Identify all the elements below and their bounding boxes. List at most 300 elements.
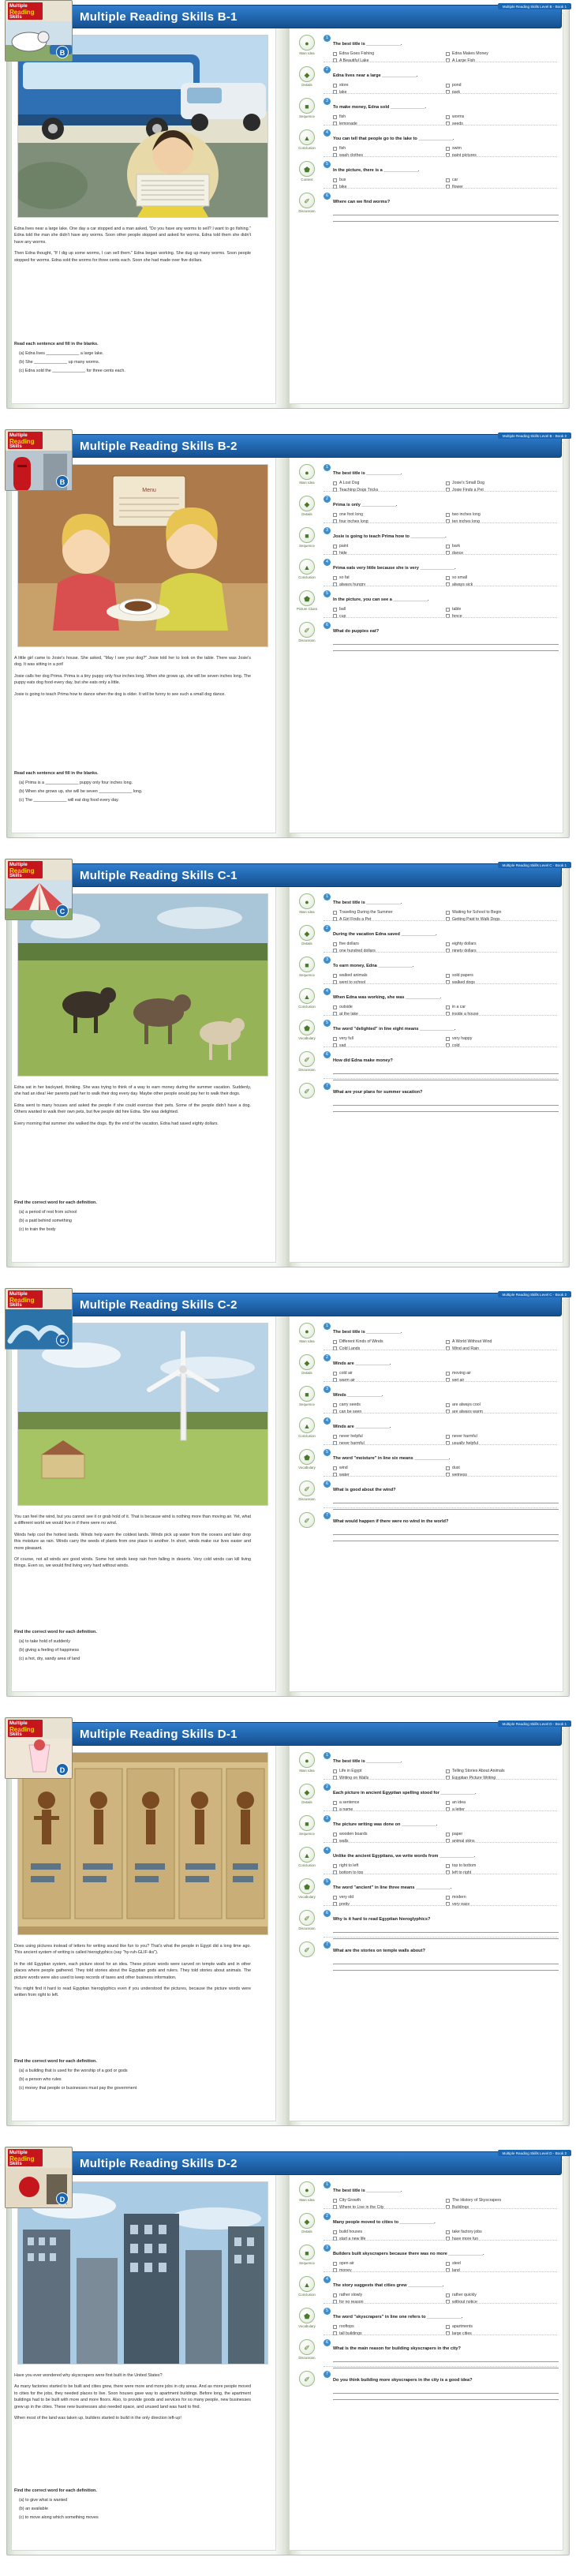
option-row[interactable]	[446, 480, 559, 487]
option-row[interactable]	[446, 2323, 559, 2331]
answer-lines[interactable]	[333, 1958, 559, 1971]
option-row[interactable]	[446, 51, 559, 58]
option-row[interactable]	[333, 1472, 446, 1479]
question-number: 3	[324, 1386, 331, 1393]
option-row[interactable]	[333, 1004, 446, 1011]
checkbox-icon[interactable]	[333, 481, 337, 485]
option-row[interactable]	[333, 1775, 446, 1782]
option-row[interactable]	[446, 2331, 559, 2338]
option-label: fish	[339, 114, 346, 119]
skill-icon: ⬟	[299, 590, 315, 606]
option-row[interactable]	[446, 2197, 559, 2204]
option-row[interactable]	[333, 1409, 446, 1416]
book-cover-thumbnail[interactable]	[5, 859, 73, 920]
fill-in-question[interactable]: (b) a paid behind something	[19, 1219, 72, 1223]
answer-line[interactable]	[333, 638, 559, 645]
checkbox-icon[interactable]	[446, 481, 450, 485]
skill-icon: ■	[299, 2245, 315, 2260]
skill-marker	[294, 193, 320, 214]
option-row[interactable]	[333, 184, 446, 191]
option-row[interactable]	[446, 1433, 559, 1440]
option-row[interactable]	[446, 114, 559, 121]
checkbox-icon[interactable]	[446, 1801, 450, 1805]
checkbox-icon[interactable]	[333, 608, 337, 612]
checkbox-icon[interactable]	[446, 1833, 450, 1837]
exercise-body	[324, 2181, 559, 2211]
option-row[interactable]	[446, 2204, 559, 2211]
option-row[interactable]	[446, 1831, 559, 1838]
option-row[interactable]	[333, 114, 446, 121]
checkbox-icon[interactable]	[446, 1037, 450, 1041]
checkbox-icon[interactable]	[446, 1005, 450, 1009]
answer-line[interactable]	[333, 215, 559, 222]
option-row[interactable]	[333, 1402, 446, 1409]
option-row[interactable]	[446, 1339, 559, 1346]
answer-line[interactable]	[333, 1535, 559, 1541]
option-label: paper	[452, 1832, 463, 1837]
option-label: Telling Stories About Animals	[452, 1769, 505, 1773]
checkbox-icon[interactable]	[333, 1466, 337, 1470]
item-divider	[324, 156, 557, 157]
answer-lines[interactable]	[333, 1529, 559, 1541]
option-row[interactable]	[333, 1433, 446, 1440]
option-label: wetness	[452, 1472, 468, 1477]
option-row[interactable]	[333, 941, 446, 948]
option-row[interactable]	[333, 1831, 446, 1838]
exercise-item	[294, 1020, 559, 1049]
option-row[interactable]	[446, 941, 559, 948]
checkbox-icon[interactable]	[333, 545, 337, 549]
checkbox-icon[interactable]	[333, 52, 337, 56]
option-row[interactable]	[446, 89, 559, 96]
option-row[interactable]	[446, 1870, 559, 1877]
option-row[interactable]	[333, 1799, 446, 1807]
story-paragraph: Of course, not all winds are good winds. Some hot winds keep rain from falling in deserts. Very cold winds can kill living things. Even so, we would find living very hard without winds.	[14, 1557, 251, 1569]
option-row[interactable]	[333, 613, 446, 620]
option-row[interactable]	[333, 909, 446, 916]
question-text: Many people moved to cities to ______________.	[333, 2220, 436, 2225]
fill-in-question[interactable]: (b) giving a feeling of happiness	[19, 1648, 80, 1653]
option-row[interactable]	[333, 972, 446, 979]
option-row[interactable]	[333, 487, 446, 494]
question-text: Why is it hard to read Egyptian hieroglyphics?	[333, 1917, 431, 1922]
skill-icon: ✐	[299, 2339, 315, 2355]
fill-in-question[interactable]: (c) to move along which something moves	[19, 2515, 99, 2520]
option-row[interactable]	[333, 979, 446, 987]
option-row[interactable]	[446, 58, 559, 65]
option-row[interactable]	[333, 480, 446, 487]
option-row[interactable]	[333, 948, 446, 955]
option-label: Buildings	[452, 2204, 469, 2210]
option-row[interactable]	[446, 1377, 559, 1384]
item-divider	[324, 952, 557, 953]
exercise-body	[324, 464, 559, 493]
checkbox-icon[interactable]	[333, 2325, 337, 2329]
option-row[interactable]	[333, 550, 446, 557]
question-heading: Find the correct word for each definition.	[14, 2488, 97, 2493]
fill-in-question[interactable]: (c) Edna sold the ______________ for three cents each.	[19, 369, 125, 373]
question-text: When Edna was working, she was ______________.	[333, 995, 442, 1000]
question-number: 2	[324, 925, 331, 932]
answer-line[interactable]	[333, 1068, 559, 1074]
option-row[interactable]	[446, 575, 559, 582]
option-row[interactable]	[446, 1035, 559, 1043]
checkbox-icon[interactable]	[333, 1801, 337, 1805]
book-cover-thumbnail[interactable]	[5, 1288, 73, 1350]
checkbox-icon[interactable]	[446, 2199, 450, 2203]
answer-line[interactable]	[333, 2394, 559, 2400]
option-row[interactable]	[446, 543, 559, 550]
question-number: 2	[324, 2213, 331, 2220]
skill-icon: ✐	[299, 193, 315, 208]
book-cover-thumbnail[interactable]	[5, 429, 73, 491]
option-label: can be seen	[339, 1409, 362, 1414]
option-row[interactable]	[333, 1035, 446, 1043]
option-row[interactable]	[446, 1472, 559, 1479]
option-row[interactable]	[333, 543, 446, 550]
answer-line[interactable]	[333, 209, 559, 215]
option-row[interactable]	[446, 1011, 559, 1018]
checkbox-icon[interactable]	[446, 545, 450, 549]
option-label: inside a house	[452, 1011, 479, 1017]
answer-line[interactable]	[333, 1099, 559, 1106]
cover-level-badge: C	[56, 904, 69, 917]
option-row[interactable]	[446, 1768, 559, 1775]
checkbox-icon[interactable]	[333, 911, 337, 915]
exercise-item	[294, 66, 559, 95]
option-row[interactable]	[446, 1043, 559, 1050]
checkbox-icon[interactable]	[333, 974, 337, 978]
option-row[interactable]	[446, 184, 559, 191]
option-row[interactable]	[333, 2299, 446, 2306]
answer-line[interactable]	[333, 2362, 559, 2368]
answer-line[interactable]	[333, 1529, 559, 1535]
checkbox-icon[interactable]	[333, 1372, 337, 1376]
option-row[interactable]	[446, 1775, 559, 1782]
exercise-item	[294, 1449, 559, 1478]
option-row[interactable]	[446, 979, 559, 987]
checkbox-icon[interactable]	[446, 2325, 450, 2329]
skill-label: Main Idea	[299, 910, 315, 914]
checkbox-icon[interactable]	[446, 178, 450, 182]
option-row[interactable]	[333, 2236, 446, 2243]
checkbox-icon[interactable]	[446, 1864, 450, 1868]
answer-line[interactable]	[333, 2387, 559, 2394]
series-logo-top: Multiple	[9, 1292, 28, 1297]
option-row[interactable]	[333, 82, 446, 89]
option-row[interactable]	[446, 550, 559, 557]
option-row[interactable]	[446, 1807, 559, 1814]
skill-marker	[294, 1784, 320, 1805]
option-row[interactable]	[333, 121, 446, 128]
checkbox-icon[interactable]	[446, 2230, 450, 2234]
answer-line[interactable]	[333, 1503, 559, 1510]
option-label: car	[452, 178, 458, 182]
answer-lines[interactable]	[333, 2387, 559, 2400]
option-row[interactable]	[446, 1894, 559, 1901]
option-row[interactable]	[446, 487, 559, 494]
question-text: To earn money, Edna ______________.	[333, 964, 414, 968]
checkbox-icon[interactable]	[333, 2293, 337, 2297]
checkbox-icon[interactable]	[446, 1403, 450, 1407]
option-row[interactable]	[333, 2292, 446, 2299]
answer-line[interactable]	[333, 2356, 559, 2362]
checkbox-icon[interactable]	[446, 2293, 450, 2297]
checkbox-icon[interactable]	[446, 1340, 450, 1344]
question-number: 4	[324, 1417, 331, 1425]
option-row[interactable]	[446, 519, 559, 526]
checkbox-icon[interactable]	[333, 1896, 337, 1900]
option-row[interactable]	[446, 2292, 559, 2299]
option-row[interactable]	[446, 909, 559, 916]
item-divider	[324, 2303, 557, 2304]
option-row[interactable]	[446, 2229, 559, 2236]
option-row[interactable]	[446, 1370, 559, 1377]
checkbox-icon[interactable]	[333, 2230, 337, 2234]
answer-line[interactable]	[333, 1497, 559, 1503]
checkbox-icon[interactable]	[446, 911, 450, 915]
option-row[interactable]	[333, 2260, 446, 2267]
option-row[interactable]	[333, 511, 446, 519]
fill-in-question[interactable]: (a) Prima is a ______________ puppy only four inches long.	[19, 781, 133, 785]
option-row[interactable]	[446, 1346, 559, 1353]
option-row[interactable]	[333, 152, 446, 159]
option-row[interactable]	[333, 177, 446, 184]
option-row[interactable]	[446, 582, 559, 589]
option-row[interactable]	[333, 1894, 446, 1901]
answer-lines[interactable]	[333, 1099, 559, 1112]
checkbox-icon[interactable]	[333, 2262, 337, 2266]
option-row[interactable]	[333, 1901, 446, 1908]
checkbox-icon[interactable]	[446, 1372, 450, 1376]
checkbox-icon[interactable]	[333, 84, 337, 88]
option-row[interactable]	[446, 1465, 559, 1472]
option-row[interactable]	[446, 121, 559, 128]
option-row[interactable]	[333, 58, 446, 65]
option-row[interactable]	[446, 1838, 559, 1845]
exercise-item	[294, 2276, 559, 2305]
checkbox-icon[interactable]	[446, 1769, 450, 1773]
checkbox-icon[interactable]	[333, 513, 337, 517]
checkbox-icon[interactable]	[333, 1403, 337, 1407]
question-number: 1	[324, 35, 331, 42]
fill-in-question[interactable]: (c) money that people or businesses must pay the government	[19, 2086, 137, 2091]
checkbox-icon[interactable]	[446, 2262, 450, 2266]
option-label: a letter	[452, 1807, 465, 1812]
option-row[interactable]	[446, 145, 559, 152]
option-row[interactable]	[333, 1465, 446, 1472]
fill-in-question[interactable]: (b) an available	[19, 2507, 48, 2511]
checkbox-icon[interactable]	[446, 1466, 450, 1470]
page-title: Multiple Reading Skills B-2	[60, 434, 562, 458]
checkbox-icon[interactable]	[446, 147, 450, 151]
option-row[interactable]	[446, 916, 559, 923]
skill-label: Details	[301, 2230, 312, 2233]
checkbox-icon[interactable]	[333, 115, 337, 119]
option-row[interactable]	[333, 1870, 446, 1877]
option-row[interactable]	[446, 1440, 559, 1447]
checkbox-icon[interactable]	[446, 576, 450, 580]
checkbox-icon[interactable]	[446, 974, 450, 978]
option-row[interactable]	[446, 177, 559, 184]
option-row[interactable]	[446, 613, 559, 620]
checkbox-icon[interactable]	[446, 1435, 450, 1439]
checkbox-icon[interactable]	[333, 147, 337, 151]
checkbox-icon[interactable]	[333, 1833, 337, 1837]
checkbox-icon[interactable]	[446, 1896, 450, 1900]
option-row[interactable]	[333, 1370, 446, 1377]
option-row[interactable]	[446, 2260, 559, 2267]
option-label: warm air	[339, 1377, 355, 1383]
answer-line[interactable]	[333, 1074, 559, 1080]
answer-lines[interactable]	[333, 638, 559, 651]
checkbox-icon[interactable]	[333, 1340, 337, 1344]
exercise-body	[324, 193, 559, 222]
answer-line[interactable]	[333, 1926, 559, 1933]
checkbox-icon[interactable]	[446, 608, 450, 612]
answer-lines[interactable]	[333, 209, 559, 222]
option-row[interactable]	[446, 2299, 559, 2306]
fill-in-question[interactable]: (b) She ______________ up many worms.	[19, 360, 100, 365]
story-illustration	[17, 893, 268, 1076]
checkbox-icon[interactable]	[333, 1435, 337, 1439]
skill-marker	[294, 1941, 320, 1958]
option-row[interactable]	[446, 1402, 559, 1409]
option-row[interactable]	[333, 519, 446, 526]
skill-label: Vocabulary	[298, 1895, 316, 1899]
answer-line[interactable]	[333, 1958, 559, 1964]
fill-in-question[interactable]: (a) Edna lives ______________ a large lake.	[19, 351, 104, 356]
skill-marker	[294, 1386, 320, 1407]
option-row[interactable]	[333, 2331, 446, 2338]
option-row[interactable]	[446, 2236, 559, 2243]
fill-in-question[interactable]: (c) The ______________ will eat dog food every day.	[19, 798, 119, 803]
fill-in-question[interactable]: (a) a period of rest from school	[19, 1210, 77, 1215]
option-row[interactable]	[446, 948, 559, 955]
option-row[interactable]	[333, 2267, 446, 2275]
option-row[interactable]	[446, 1004, 559, 1011]
option-row[interactable]	[333, 2204, 446, 2211]
option-row[interactable]	[333, 1011, 446, 1018]
checkbox-icon[interactable]	[333, 1005, 337, 1009]
fill-in-question[interactable]: (b) When she grows up, she will be seven ______________ long.	[19, 789, 143, 794]
answer-line[interactable]	[333, 1106, 559, 1112]
fill-in-question[interactable]: (a) a building that is used for the worship of a god or gods	[19, 2069, 128, 2073]
book-cover-thumbnail[interactable]	[5, 2147, 73, 2208]
option-row[interactable]	[446, 1799, 559, 1807]
option-row[interactable]	[446, 1863, 559, 1870]
option-row[interactable]	[333, 1339, 446, 1346]
answer-line[interactable]	[333, 1964, 559, 1971]
fill-in-question[interactable]: (b) a person who rules	[19, 2077, 62, 2082]
option-row[interactable]	[446, 82, 559, 89]
option-row[interactable]	[333, 1863, 446, 1870]
question-text: Where can we find worms?	[333, 200, 391, 204]
option-label: have more fun	[452, 2236, 479, 2241]
checkbox-icon[interactable]	[333, 942, 337, 946]
answer-line[interactable]	[333, 645, 559, 651]
fill-in-question[interactable]: (a) to take hold of suddenly	[19, 1639, 71, 1644]
option-row[interactable]	[446, 606, 559, 613]
checkbox-icon[interactable]	[333, 1769, 337, 1773]
checkbox-icon[interactable]	[446, 52, 450, 56]
option-row[interactable]	[446, 1409, 559, 1416]
option-row[interactable]	[333, 606, 446, 613]
answer-line[interactable]	[333, 1933, 559, 1939]
checkbox-icon[interactable]	[333, 1864, 337, 1868]
worksheet-page	[0, 1717, 576, 2136]
checkbox-icon[interactable]	[333, 178, 337, 182]
book-cover-thumbnail[interactable]	[5, 0, 73, 62]
question-number: 7	[324, 1512, 331, 1519]
question-heading: Find the correct word for each definition.	[14, 1200, 97, 1205]
exercise-item	[294, 893, 559, 923]
checkbox-icon[interactable]	[446, 84, 450, 88]
option-row[interactable]	[333, 916, 446, 923]
option-row[interactable]	[333, 145, 446, 152]
exercise-body	[324, 1878, 559, 1908]
option-row[interactable]	[333, 51, 446, 58]
question-text: Winds are ______________.	[333, 1425, 391, 1429]
option-row[interactable]	[446, 1901, 559, 1908]
skill-icon: ◆	[299, 925, 315, 941]
option-label: lake	[339, 89, 347, 95]
checkbox-icon[interactable]	[333, 2199, 337, 2203]
option-row[interactable]	[333, 575, 446, 582]
worksheet-page	[0, 429, 576, 848]
option-row[interactable]	[333, 1768, 446, 1775]
exercise-item	[294, 559, 559, 588]
option-row[interactable]	[446, 972, 559, 979]
checkbox-icon[interactable]	[333, 576, 337, 580]
option-row[interactable]	[333, 582, 446, 589]
option-row[interactable]	[333, 1440, 446, 1447]
fill-in-question[interactable]: (c) a hot, dry, sandy area of land	[19, 1657, 80, 1661]
checkbox-icon[interactable]	[446, 942, 450, 946]
option-row[interactable]	[333, 1838, 446, 1845]
option-row[interactable]	[333, 2323, 446, 2331]
question-number: 3	[324, 527, 331, 534]
option-row[interactable]	[446, 2267, 559, 2275]
option-row[interactable]	[333, 2197, 446, 2204]
option-row[interactable]	[446, 511, 559, 519]
skill-icon: ✐	[299, 1941, 315, 1957]
question-number: 6	[324, 193, 331, 200]
skill-marker	[294, 925, 320, 946]
question-text: To make money, Edna sold ______________.	[333, 105, 426, 110]
option-row[interactable]	[333, 1043, 446, 1050]
skill-icon: ✐	[299, 622, 315, 638]
option-row[interactable]	[333, 1377, 446, 1384]
checkbox-icon[interactable]	[446, 115, 450, 119]
option-row[interactable]	[333, 2229, 446, 2236]
book-cover-thumbnail[interactable]	[5, 1717, 73, 1779]
checkbox-icon[interactable]	[333, 1037, 337, 1041]
option-label: Life in Egypt	[339, 1769, 362, 1773]
exercise-item	[294, 957, 559, 986]
option-row[interactable]	[446, 152, 559, 159]
item-divider	[324, 522, 557, 523]
checkbox-icon[interactable]	[446, 513, 450, 517]
option-row[interactable]	[333, 89, 446, 96]
fill-in-question[interactable]: (a) to give what is wanted	[19, 2498, 68, 2503]
option-row[interactable]	[333, 1346, 446, 1353]
series-logo-sub: Skills	[9, 2162, 22, 2166]
fill-in-question[interactable]: (c) to train the body	[19, 1227, 56, 1232]
skill-icon: ■	[299, 1386, 315, 1402]
series-logo-sub: Skills	[9, 1303, 22, 1308]
option-row[interactable]	[333, 1807, 446, 1814]
